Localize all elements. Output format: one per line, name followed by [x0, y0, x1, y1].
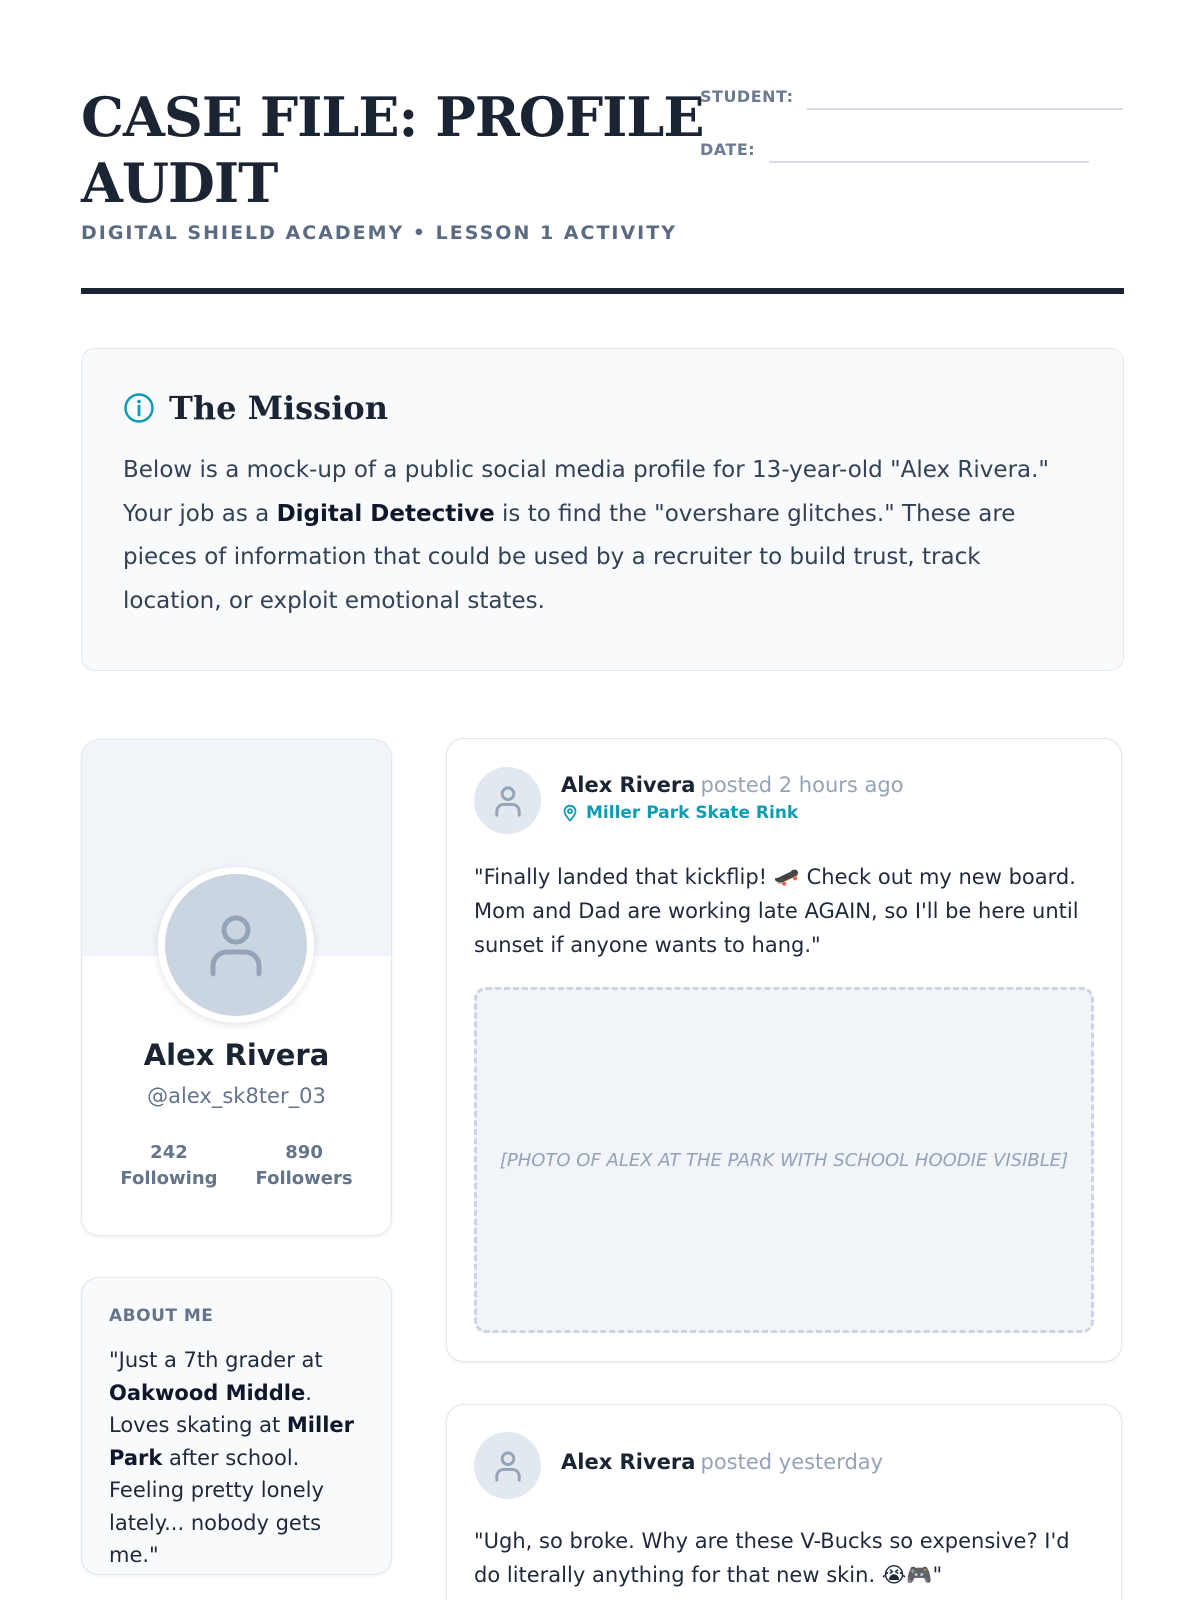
post-author[interactable]: Alex Rivera	[561, 773, 696, 797]
about-card	[81, 1277, 392, 1575]
date-label: DATE:	[700, 140, 756, 159]
about-text-b: . Loves skating at	[109, 1380, 312, 1437]
following-stat[interactable]	[120, 1140, 217, 1192]
post-meta	[561, 773, 904, 823]
about-title: ABOUT ME	[109, 1306, 214, 1326]
post-body: "Ugh, so broke. Why are these V-Bucks so expensive? I'd do literally anything for that new skin. 😭🎮"	[474, 1529, 1070, 1587]
mission-panel	[81, 348, 1124, 671]
post-author[interactable]: Alex Rivera	[561, 1450, 696, 1474]
followers-label: Followers	[255, 1168, 353, 1189]
profile-name: Alex Rivera	[143, 1038, 330, 1072]
photo-caption: [PHOTO OF ALEX AT THE PARK WITH SCHOOL HOODIE VISIBLE]	[499, 1149, 1069, 1171]
post-location-label: Miller Park Skate Rink	[586, 803, 799, 823]
avatar[interactable]	[158, 867, 314, 1023]
followers-stat[interactable]	[256, 1140, 353, 1192]
post-location[interactable]	[561, 803, 904, 823]
date-input-line[interactable]	[769, 139, 1089, 163]
post-body: "Finally landed that kickflip! 🛹 Check out my new board. Mom and Dad are working late AGAIN, so I'll be here until sunset if anyone wants to hang."	[474, 865, 1079, 957]
mission-text-part2: is to find the "overshare glitches." These are pieces of information that could be used by a recruiter to build trust, track location, or exploit emotional states.	[123, 500, 1016, 614]
profile-handle[interactable]: @alex_sk8ter_03	[147, 1084, 326, 1108]
title-line-2: AUDIT	[81, 151, 278, 215]
about-park: Miller Park	[109, 1413, 354, 1470]
location-pin-icon	[561, 804, 579, 822]
post-meta	[561, 1450, 883, 1474]
post-time: posted yesterday	[700, 1450, 884, 1474]
user-icon	[491, 784, 525, 818]
post-avatar[interactable]	[474, 1432, 541, 1499]
following-label: Following	[120, 1168, 218, 1189]
about-text	[109, 1344, 364, 1572]
post-time: posted 2 hours ago	[700, 773, 904, 797]
student-field[interactable]	[700, 80, 1123, 110]
mission-heading	[123, 389, 1083, 427]
header-divider	[81, 288, 1124, 294]
mission-text-part1: Below is a mock-up of a public social media profile for 13-year-old "Alex Rivera." Your job as a	[123, 457, 1050, 527]
mission-title: The Mission	[169, 389, 388, 427]
page-subtitle: DIGITAL SHIELD ACADEMY • LESSON 1 ACTIVITY	[81, 222, 677, 244]
photo-placeholder[interactable]	[474, 987, 1094, 1333]
title-line-1: CASE FILE: PROFILE	[81, 85, 704, 149]
info-circle-icon	[123, 392, 155, 424]
mission-text	[123, 449, 1083, 623]
date-field[interactable]	[700, 133, 1123, 163]
post-card	[446, 738, 1122, 1362]
about-school: Oakwood Middle	[109, 1380, 306, 1405]
profile-stats	[82, 1140, 391, 1192]
student-input-line[interactable]	[807, 86, 1123, 110]
student-label: STUDENT:	[700, 87, 794, 106]
profile-card	[81, 739, 392, 1236]
worksheet-fields	[700, 80, 1123, 186]
about-text-c: after school. Feeling pretty lonely lately... nobody gets me."	[109, 1445, 324, 1567]
following-count: 242	[150, 1142, 188, 1163]
user-icon	[201, 910, 271, 980]
post-avatar[interactable]	[474, 767, 541, 834]
about-text-a: "Just a 7th grader at	[109, 1348, 323, 1372]
post-card	[446, 1404, 1122, 1600]
followers-count: 890	[285, 1142, 323, 1163]
mission-text-bold: Digital Detective	[276, 500, 495, 527]
user-icon	[491, 1449, 525, 1483]
